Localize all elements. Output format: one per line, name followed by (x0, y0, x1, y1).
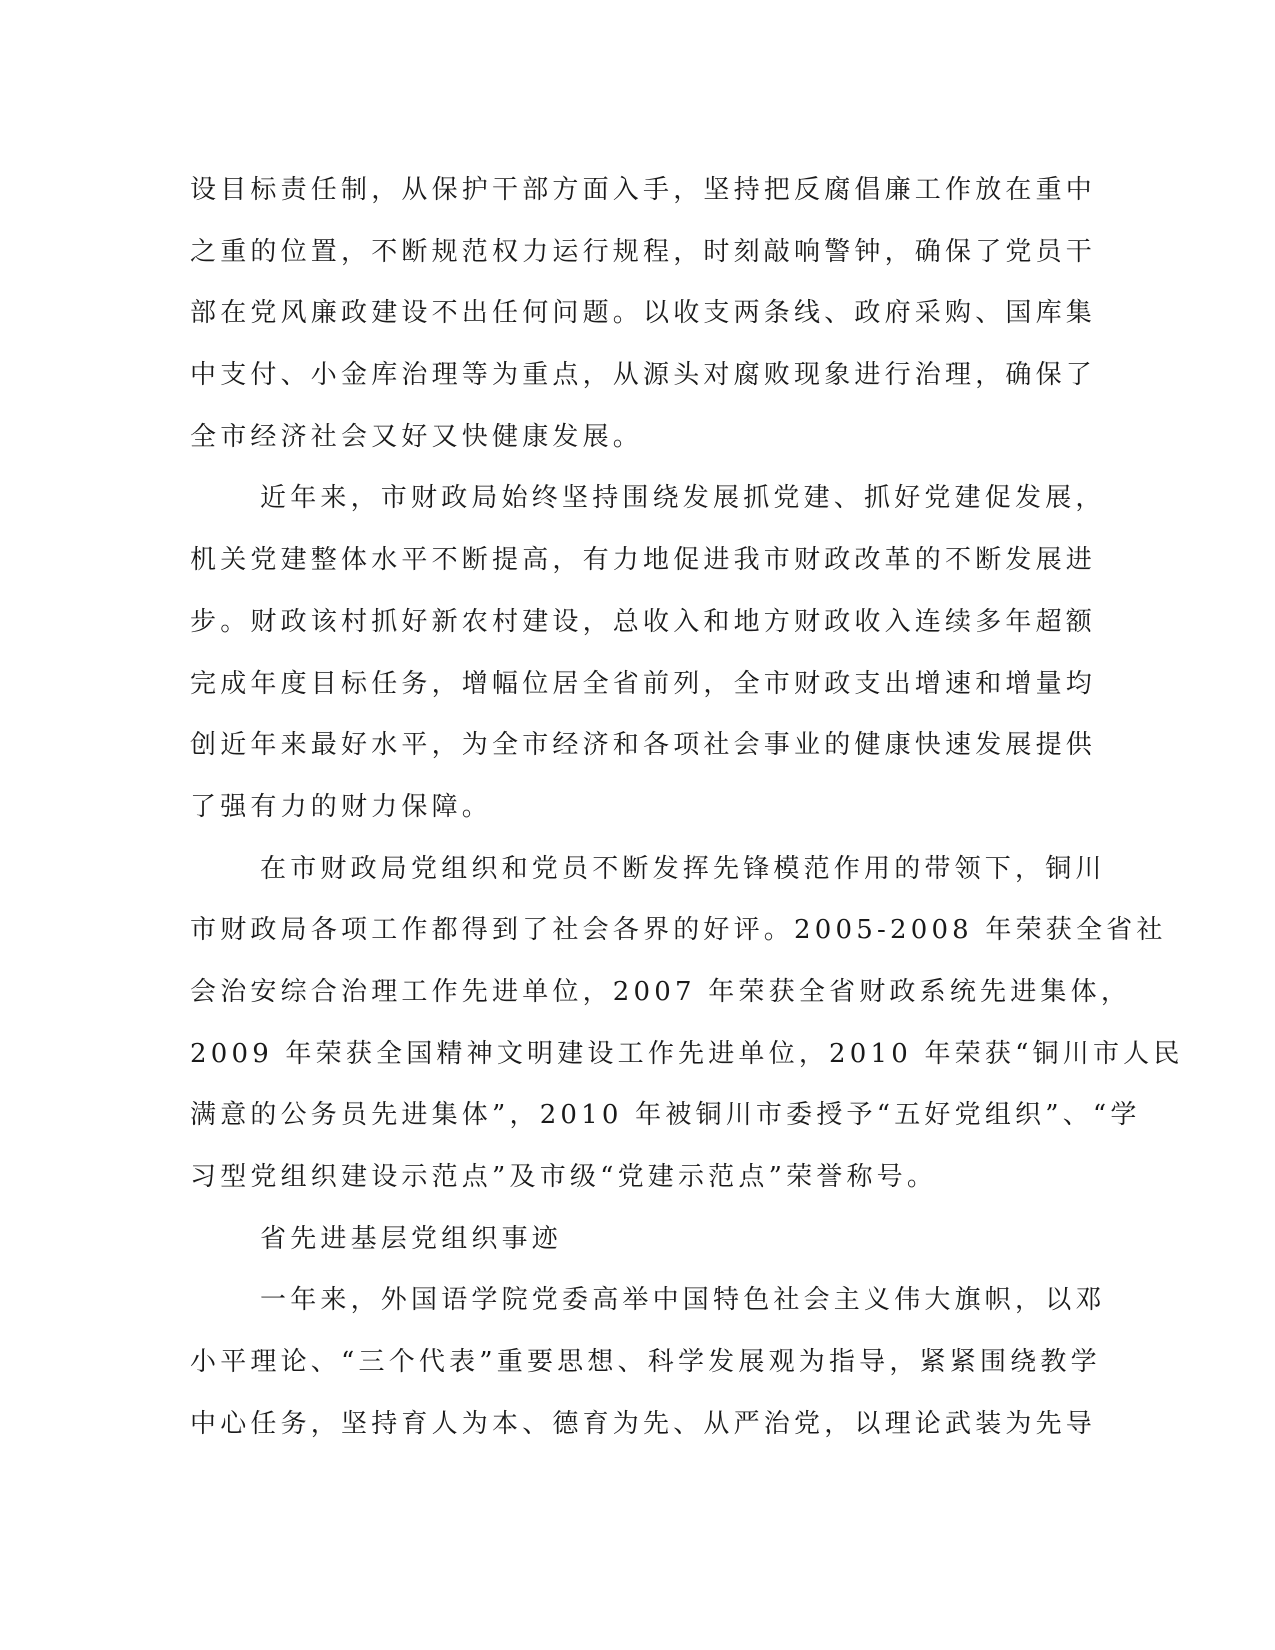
text-line: 完成年度目标任务，增幅位居全省前列，全市财政支出增速和增量均 (190, 668, 1097, 699)
section-heading: 省先进基层党组织事迹 (260, 1223, 563, 1254)
text-line: 2009 年荣获全国精神文明建设工作先进单位，2010 年荣获“铜川市人民 (190, 1038, 1184, 1069)
text-line: 创近年来最好水平，为全市经济和各项社会事业的健康快速发展提供 (190, 730, 1097, 761)
text-line: 满意的公务员先进集体”，2010 年被铜川市委授予“五好党组织”、“学 (190, 1100, 1141, 1131)
paragraph-first-line: 一年来，外国语学院党委高举中国特色社会主义伟大旗帜，以邓 (260, 1285, 1106, 1316)
text-line: 小平理论、“三个代表”重要思想、科学发展观为指导，紧紧围绕教学 (190, 1347, 1101, 1378)
text-line: 中心任务，坚持育人为本、德育为先、从严治党，以理论武装为先导 (190, 1408, 1097, 1439)
text-line: 市财政局各项工作都得到了社会各界的好评。2005-2008 年荣获全省社 (190, 915, 1167, 946)
text-line: 设目标责任制，从保护干部方面入手，坚持把反腐倡廉工作放在重中 (190, 175, 1097, 205)
text-line: 机关党建整体水平不断提高，有力地促进我市财政改革的不断发展进 (190, 545, 1097, 576)
paragraph-first-line: 近年来，市财政局始终坚持围绕发展抓党建、抓好党建促发展， (260, 483, 1106, 514)
document-body (190, 160, 1184, 1455)
paragraph-first-line: 在市财政局党组织和党员不断发挥先锋模范作用的带领下，铜川 (260, 853, 1106, 884)
text-line: 全市经济社会又好又快健康发展。 (190, 421, 644, 452)
text-line: 了强有力的财力保障。 (190, 791, 493, 822)
text-line: 部在党风廉政建设不出任何问题。以收支两条线、政府采购、国库集 (190, 298, 1097, 329)
text-line: 步。财政该村抓好新农村建设，总收入和地方财政收入连续多年超额 (190, 606, 1097, 637)
text-line: 习型党组织建设示范点”及市级“党建示范点”荣誉称号。 (190, 1162, 938, 1192)
text-line: 会治安综合治理工作先进单位，2007 年荣获全省财政系统先进集体， (190, 976, 1132, 1007)
text-line: 中支付、小金库治理等为重点，从源头对腐败现象进行治理，确保了 (190, 360, 1097, 391)
text-line: 之重的位置，不断规范权力运行规程，时刻敲响警钟，确保了党员干 (190, 236, 1097, 267)
